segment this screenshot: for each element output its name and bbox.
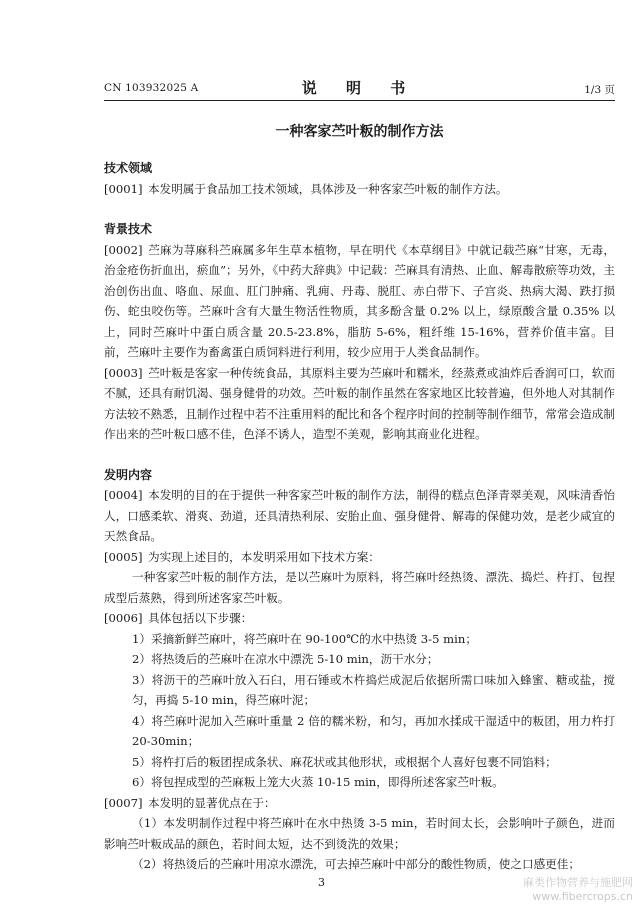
- step-1: 1）采摘新鲜苎麻叶，将苎麻叶在 90-100℃的水中热烫 3-5 min；: [132, 631, 477, 646]
- step-2: 2）将热烫后的苎麻叶在凉水中漂洗 5-10 min，沥干水分；: [132, 652, 439, 666]
- paragraph-0001: [104, 179, 615, 200]
- paragraph-number: [0003]: [104, 365, 143, 380]
- paragraph-number: [0007]: [104, 795, 143, 810]
- page-number: 3: [318, 876, 325, 889]
- paragraph-number: [0004]: [104, 488, 143, 502]
- paragraph-0003: [104, 363, 615, 445]
- watermark-url: www.fibercrops.cn: [532, 890, 633, 903]
- step-6: 6）将包捏成型的苎麻粄上笼大火蒸 10-15 min，即得所述客家苎叶粄。: [132, 775, 504, 789]
- paragraph-number: [0002]: [104, 242, 143, 257]
- page-info: 1/3 页: [584, 84, 615, 96]
- paragraph-text: 本发明的目的在于提供一种客家苎叶粄的制作方法，制得的糕点色泽青翠美观，风味清香怡人，口感柔软、滑爽、劲道，还具清热利尿、安胎止血、强身健骨、解毒的保健功效，是老少咸宜的天然食品。: [104, 488, 615, 543]
- paragraph-0004: [104, 485, 615, 547]
- step-3: 3）将沥干的苎麻叶放入石臼，用石锤或木杵捣烂成泥后依据所需口味加入蜂蜜、糖或盐，搅匀，再捣 5-10 min，得苎麻叶泥；: [132, 672, 615, 707]
- paragraph-text: 为实现上述目的，本发明采用如下技术方案：: [148, 549, 380, 564]
- paragraph-number: [0001]: [104, 181, 143, 196]
- paragraph-0007: [104, 793, 615, 814]
- section-heading-background: 背景技术: [104, 222, 153, 236]
- advantage-2: （2）将热烫后的苎麻叶用凉水漂洗，可去掉苎麻叶中部分的酸性物质，使之口感更佳；: [132, 857, 580, 871]
- document-header: [104, 76, 615, 101]
- paragraph-0006: [104, 608, 615, 629]
- section-heading-field: 技术领域: [104, 161, 153, 175]
- paragraph-text: 具体包括以下步骤：: [148, 611, 253, 625]
- paragraph-0005: [104, 547, 615, 568]
- step-4: 4）将苎麻叶泥加入苎麻叶重量 2 倍的糯米粉，和匀，再加水揉成干湿适中的粄团，用力杵打 20-30min；: [132, 713, 615, 748]
- paragraph-text: 苎麻为荨麻科苎麻属多年生草本植物，早在明代《本草纲目》中就记载苎麻“甘寒，无毒，治金疮伤折血出，瘀血”；另外，《中药大辞典》中记载：苎麻具有清热、止血、解毒散瘀等功效，主治创伤出血、咯血、尿血、肛门肿痛、乳痈、丹毒、脱肛、赤白带下、子宫炎、热病大渴、跌打损伤、蛇虫咬伤等。苎麻叶含有大量生物活性物质，其多酚含量 0.2% 以上，绿原酸含量 0.35% 以上，同时苎麻叶中蛋白质含量 20.5-23.8%，脂肪 5-6%，粗纤维 15-16%，营养价值丰富。目前，苎麻叶主要作为畜禽蛋白质饲料进行利用，较少应用于人类食品制作。: [104, 242, 615, 359]
- paragraph-text: 苎叶粄是客家一种传统食品，其原料主要为苎麻叶和糯米，经蒸煮或油炸后香润可口，软而不腻，还具有耐饥渴、强身健骨的功效。苎叶粄的制作虽然在客家地区比较普遍，但外地人对其制作方法较不熟悉，且制作过程中若不注重用料的配比和各个程序时间的控制等制作细节，常常会造成制作出来的苎叶粄口感不佳，色泽不诱人，造型不美观，影响其商业化进程。: [104, 365, 615, 441]
- paragraph-text: 本发明的显著优点在于：: [148, 795, 276, 810]
- document-title: 一种客家苎叶粄的制作方法: [275, 124, 444, 140]
- paragraph-number: [0005]: [104, 549, 143, 564]
- advantage-1: （1）本发明制作过程中将苎麻叶在水中热烫 3-5 min，若时间太长，会影响叶子颜色，进而影响苎叶粄成品的颜色，若时间太短，达不到烫洗的效果；: [104, 816, 615, 851]
- watermark-site-name: 麻类作物营养与施肥网: [523, 876, 633, 889]
- document-type-heading: 说 明 书: [301, 79, 418, 97]
- paragraph-0005-continued: 一种客家苎叶粄的制作方法，是以苎麻叶为原料，将苎麻叶经热烫、漂洗、捣烂、杵打、包捏成型后蒸熟，得到所述客家苎叶粄。: [104, 570, 615, 605]
- watermark: [523, 876, 633, 904]
- paragraph-number: [0006]: [104, 611, 143, 625]
- step-5: 5）将杵打后的粄团捏成条状、麻花状或其他形状，或根据个人喜好包裹不同馅料；: [132, 754, 557, 769]
- paragraph-text: 本发明属于食品加工技术领域，具体涉及一种客家苎叶粄的制作方法。: [148, 181, 508, 196]
- paragraph-0002: [104, 240, 615, 363]
- section-heading-invention: 发明内容: [104, 467, 153, 482]
- patent-number: CN 103932025 A: [104, 82, 199, 94]
- document-body: [104, 158, 615, 875]
